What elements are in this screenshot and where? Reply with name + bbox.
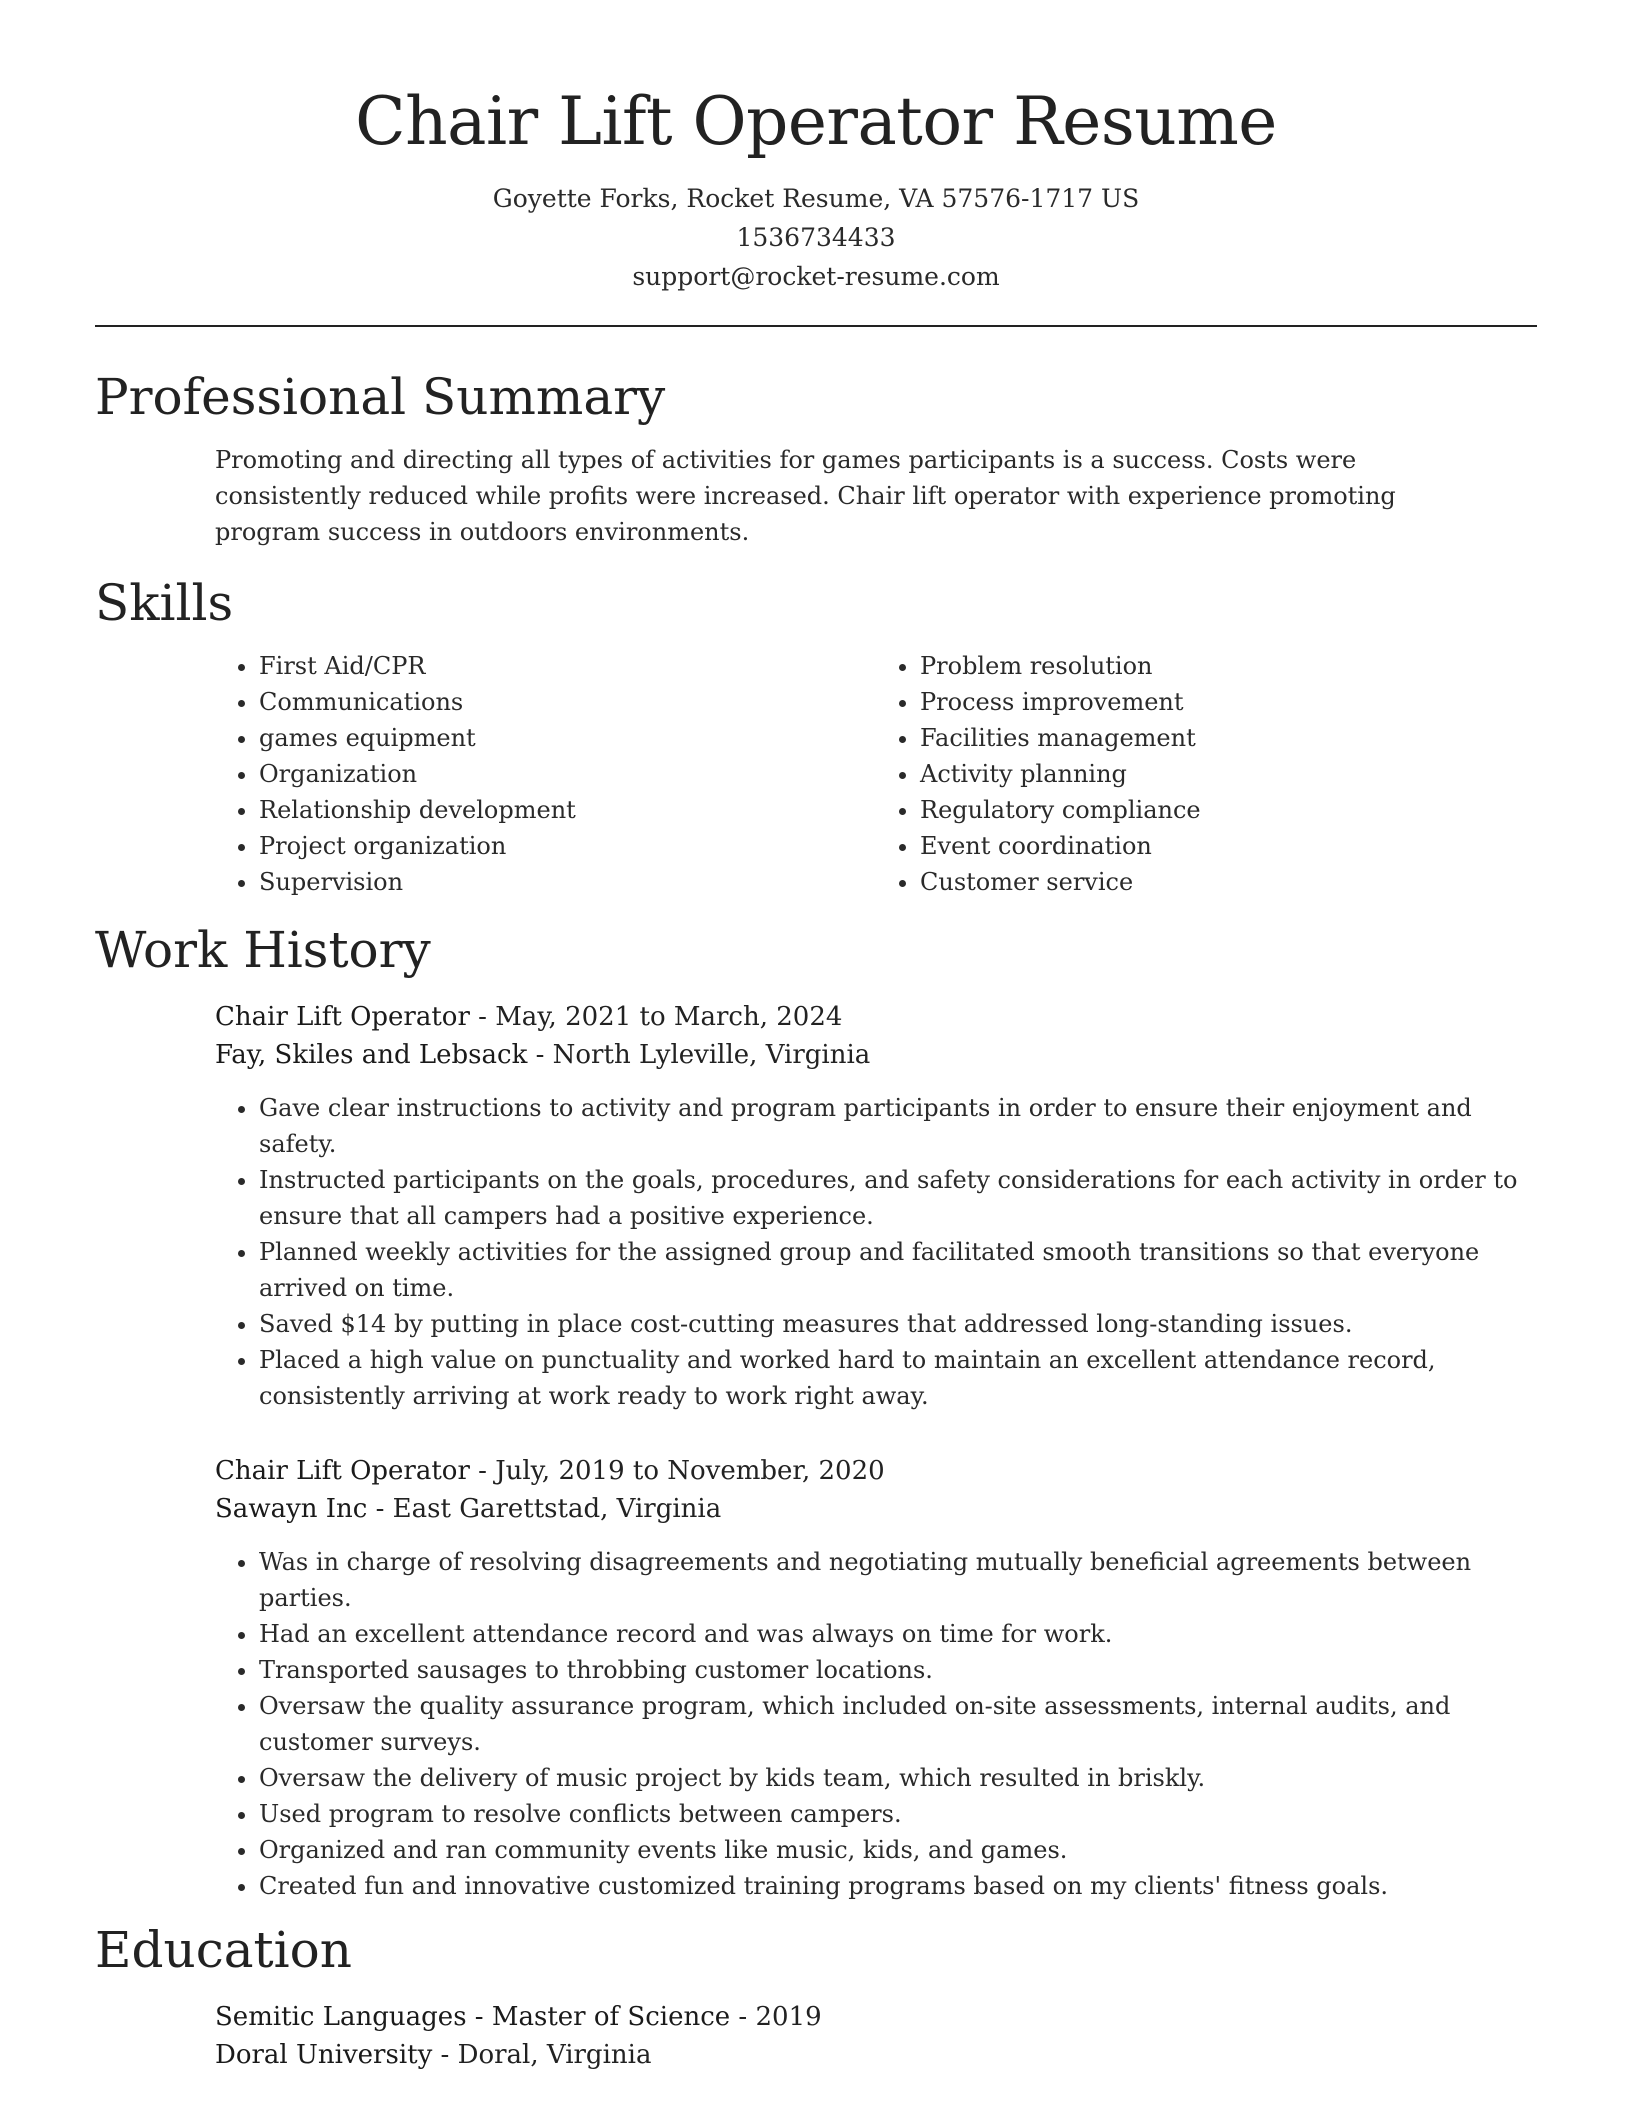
education-section	[95, 1920, 1537, 2074]
skills-heading: Skills	[95, 574, 234, 633]
job-bullet: • Transported sausages to throbbing customer locations.	[259, 1652, 1537, 1688]
skill-item: • First Aid/CPR	[259, 648, 876, 684]
job-bullet: • Gave clear instructions to activity and program participants in order to ensure their enjoyment and safety.	[259, 1090, 1537, 1162]
job-title-line	[215, 998, 1537, 1036]
education-field: Semitic Languages	[215, 2002, 467, 2033]
job-bullet: • Oversaw the quality assurance program, which included on-site assessments, internal audits, and customer surveys.	[259, 1688, 1537, 1760]
summary-text: Promoting and directing all types of activities for games participants is a success. Costs were consistently reduced while profits were increased. Chair lift operator with experience promoting program success in outdoors environments.	[215, 446, 1396, 547]
job-dates: - July, 2019 to November, 2020	[469, 1456, 885, 1487]
skill-item: • Customer service	[920, 864, 1537, 900]
job-dates: - May, 2021 to March, 2024	[469, 1002, 843, 1033]
summary-section	[95, 367, 1537, 550]
education-location: - Doral, Virginia	[432, 2040, 652, 2071]
job-bullet: • Saved $14 by putting in place cost-cutting measures that addressed long-standing issues.	[259, 1306, 1537, 1342]
education-school: Doral University	[215, 2040, 433, 2071]
job-entry	[215, 998, 1537, 1414]
education-entry	[215, 1998, 1537, 2074]
job-company-line	[215, 1490, 1537, 1528]
contact-phone: 1536734433	[736, 223, 896, 253]
job-company: Fay, Skiles and Lebsack	[215, 1040, 528, 1071]
job-title-line	[215, 1452, 1537, 1490]
education-heading: Education	[95, 1921, 352, 1980]
skill-item: • Event coordination	[920, 828, 1537, 864]
skill-item: • Project organization	[259, 828, 876, 864]
skill-item: • Facilities management	[920, 720, 1537, 756]
job-location: - East Garettstad, Virginia	[367, 1494, 722, 1525]
resume-page	[95, 0, 1537, 2074]
contact-email: support@rocket-resume.com	[632, 262, 1000, 292]
job-entry	[215, 1452, 1537, 1904]
job-bullet: • Had an excellent attendance record and was always on time for work.	[259, 1616, 1537, 1652]
skill-item: • Process improvement	[920, 684, 1537, 720]
job-bullet: • Was in charge of resolving disagreements and negotiating mutually beneficial agreements between parties.	[259, 1544, 1537, 1616]
skill-item: • games equipment	[259, 720, 876, 756]
job-bullets	[215, 1544, 1537, 1904]
summary-heading: Professional Summary	[95, 368, 666, 427]
job-bullet: • Planned weekly activities for the assigned group and facilitated smooth transitions so that everyone arrived on time.	[259, 1234, 1537, 1306]
job-title: Chair Lift Operator	[215, 1002, 470, 1033]
work-history-section	[95, 920, 1537, 1904]
contact-info	[95, 179, 1537, 296]
skills-section	[95, 573, 1537, 900]
skill-item: • Regulatory compliance	[920, 792, 1537, 828]
job-location: - North Lyleville, Virginia	[527, 1040, 871, 1071]
job-bullet: • Placed a high value on punctuality and worked hard to maintain an excellent attendance record, consistently arriving at work ready to work right away.	[259, 1342, 1537, 1414]
job-bullet: • Oversaw the delivery of music project by kids team, which resulted in briskly.	[259, 1760, 1537, 1796]
job-bullet: • Organized and ran community events like music, kids, and games.	[259, 1832, 1537, 1868]
skill-item: • Organization	[259, 756, 876, 792]
resume-title: Chair Lift Operator Resume	[355, 83, 1277, 160]
job-company: Sawayn Inc	[215, 1494, 368, 1525]
skill-item: • Activity planning	[920, 756, 1537, 792]
education-degree: - Master of Science	[466, 2002, 731, 2033]
skills-list-left	[215, 648, 876, 900]
header-divider	[95, 325, 1537, 327]
skill-item: • Supervision	[259, 864, 876, 900]
skills-grid	[215, 648, 1537, 900]
job-bullet: • Instructed participants on the goals, procedures, and safety considerations for each activity in order to ensure that all campers had a positive experience.	[259, 1162, 1537, 1234]
education-year: - 2019	[730, 2002, 822, 2033]
education-degree-line	[215, 1998, 1537, 2036]
job-company-line	[215, 1036, 1537, 1074]
contact-address: Goyette Forks, Rocket Resume, VA 57576-1717 US	[492, 184, 1140, 214]
skills-list-right	[876, 648, 1537, 900]
job-bullet: • Created fun and innovative customized training programs based on my clients' fitness goals.	[259, 1868, 1537, 1904]
skill-item: • Problem resolution	[920, 648, 1537, 684]
job-bullet: • Used program to resolve conflicts between campers.	[259, 1796, 1537, 1832]
skill-item: • Relationship development	[259, 792, 876, 828]
skill-item: • Communications	[259, 684, 876, 720]
job-title: Chair Lift Operator	[215, 1456, 470, 1487]
resume-header	[95, 0, 1537, 327]
education-school-line	[215, 2036, 1537, 2074]
work-history-heading: Work History	[95, 921, 431, 980]
job-bullets	[215, 1090, 1537, 1414]
